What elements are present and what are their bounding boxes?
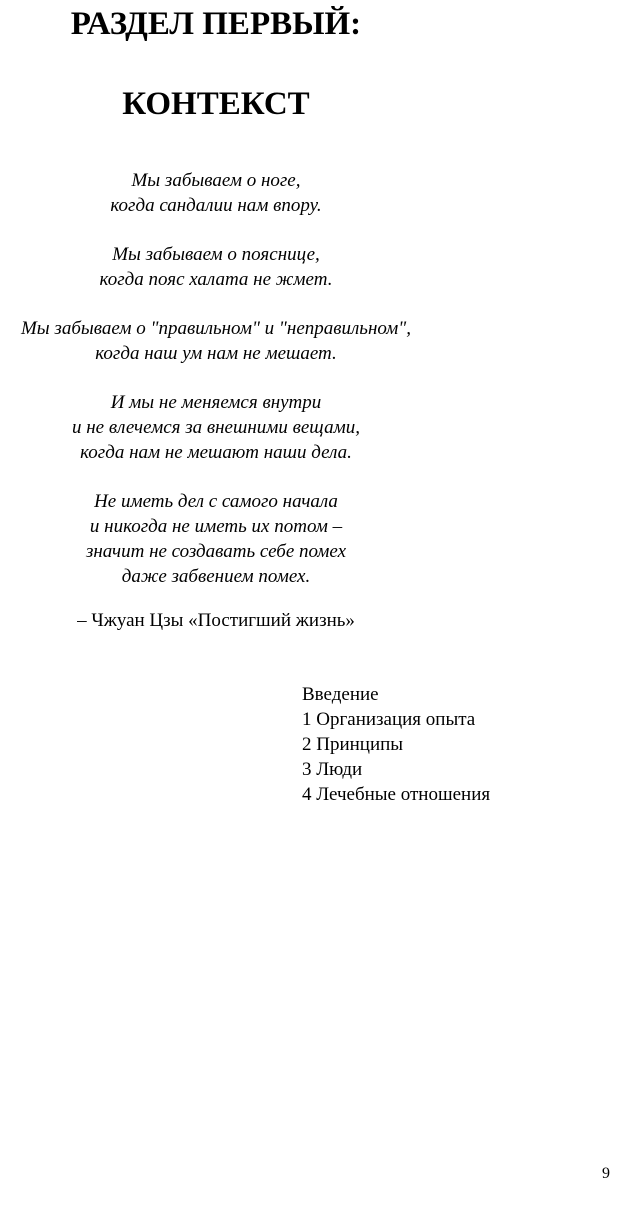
epigraph-line: когда сандалии нам впору. [110, 195, 322, 216]
toc-item-chapter-3: 3 Люди [302, 759, 363, 780]
epigraph-line: когда наш ум нам не мешает. [95, 343, 337, 364]
epigraph-line: даже забвением помех. [121, 566, 311, 587]
epigraph-line: значит не создавать себе помех [85, 541, 347, 562]
epigraph-line: и никогда не иметь их потом – [89, 516, 343, 537]
epigraph-line: Не иметь дел с самого начала [94, 491, 338, 512]
section-title-line2: КОНТЕКСТ [122, 86, 310, 122]
epigraph-line: когда нам не мешают наши дела. [80, 442, 352, 463]
toc-item-introduction: Введение [302, 684, 379, 705]
toc-item-chapter-1: 1 Организация опыта [302, 709, 476, 730]
epigraph-attribution: – Чжуан Цзы «Постигший жизнь» [77, 610, 355, 631]
epigraph-stanza [0, 242, 432, 292]
epigraph-stanza [0, 390, 432, 465]
section-title-line1: РАЗДЕЛ ПЕРВЫЙ: [70, 6, 362, 42]
epigraph-stanza [0, 168, 432, 218]
epigraph-line: Мы забываем о "правильном" и "неправильном", [20, 318, 412, 339]
epigraph-line: когда пояс халата не жмет. [99, 269, 333, 290]
epigraph-line: Мы забываем о ноге, [131, 170, 301, 191]
toc-item-chapter-2: 2 Принципы [302, 734, 404, 755]
epigraph-line: И мы не меняемся внутри [110, 392, 322, 413]
toc-item-chapter-4: 4 Лечебные отношения [302, 784, 491, 805]
epigraph-stanza [0, 316, 432, 366]
epigraph-stanza [0, 489, 432, 589]
page-number: 9 [602, 1165, 610, 1182]
epigraph [0, 168, 432, 613]
epigraph-line: Мы забываем о пояснице, [112, 244, 320, 265]
table-of-contents [302, 682, 490, 807]
epigraph-line: и не влечемся за внешними вещами, [72, 417, 360, 438]
